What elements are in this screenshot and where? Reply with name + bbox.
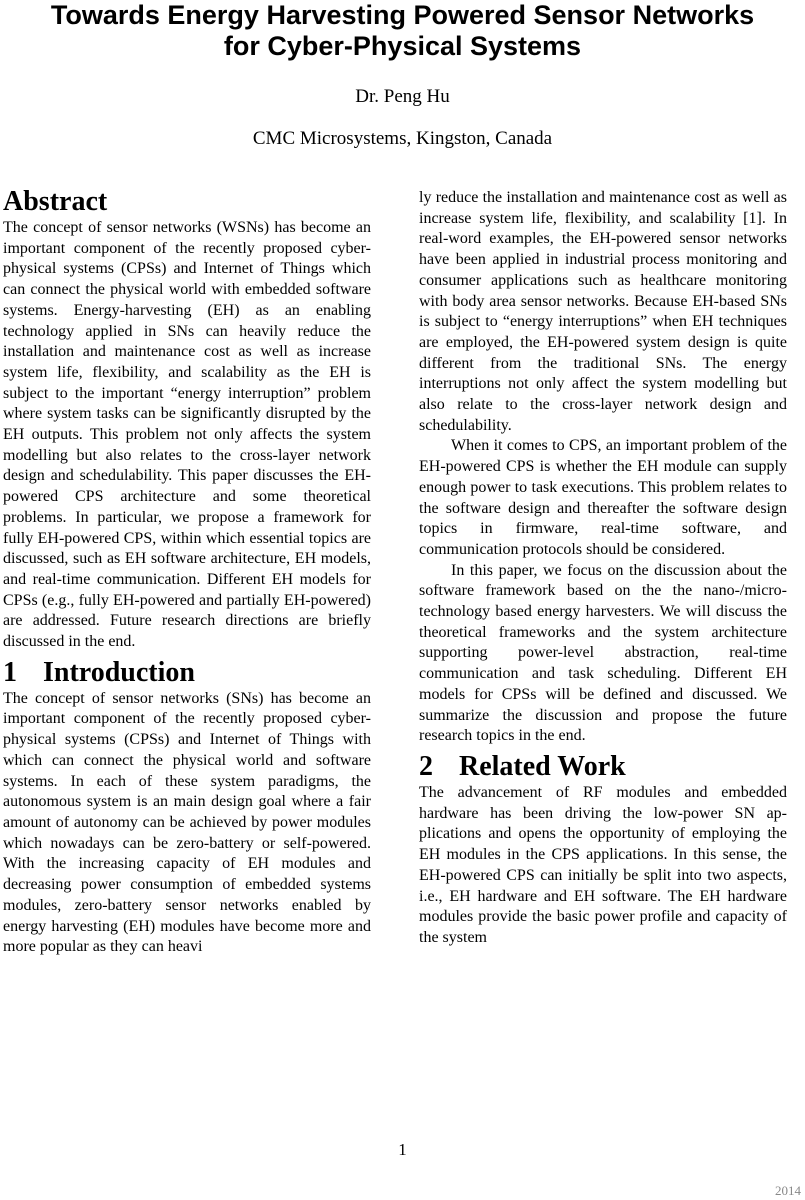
right-column: [419, 188, 787, 949]
introduction-paragraph-1-part-1: The concept of sensor networks (SNs) has become an important component of the recently proposed cyber-physical systems (CPSs) and Internet of Things with which can connect the physical world and software systems. In each of these system paradigms, the autonomous system is an main design goal where a fair amount of autonomy can be achieved by power modules which nowadays can be zero-battery or self-powered. With the increasing capacity of EH modules and decreasing power consumption of embedded systems modules, zero-battery sensor networks enabled by energy harvesting (EH) modules have become more and more popular as they can heavi: [3, 689, 371, 956]
left-column: [3, 186, 371, 958]
abstract-heading: Abstract: [3, 186, 108, 217]
year-watermark: 2014: [775, 1183, 801, 1198]
section-title: Introduction: [43, 656, 195, 688]
related-work-heading: [419, 751, 787, 783]
author-name: Dr. Peng Hu: [355, 86, 450, 107]
introduction-heading: [3, 657, 371, 689]
introduction-paragraph-1-part-2: ly reduce the installation and maintenance cost as well as increase system life, flexibility, and scalability [1]. In real-word examples, the EH-powered sensor networks have been applied in industrial process monitoring and consumer applications such as healthcare monitoring with body area sensor networks. Because EH-based SNs is subject to “energy interruptions” when EH techniques are employed, the EH-powered system design is quite different from the traditional SNs. The energy interruptions not only affect the system modelling but also relate to the cross-layer network design and schedulability.: [419, 189, 787, 434]
paper-title: [0, 0, 805, 62]
related-work-paragraph-1: The advancement of RF modules and embedded hardware has been driving the low-power SN applications and opens the opportunity of employing the EH modules in the CPS applications. In this sense, the EH-powered CPS can initially be split into two aspects, i.e., EH hardware and EH software. The EH hardware modules provide the basic power profile and capacity of the system: [419, 783, 787, 946]
abstract-text: The concept of sensor networks (WSNs) has become an important component of the recently proposed cyber-physical systems (CPSs) and Internet of Things which can connect the physical world with embedded software systems. Energy-harvesting (EH) as an enabling technology applied in SNs can heavily reduce the installation and maintenance cost as well as increase system life, flexibility, and scalability as the EH is subject to the important “energy interruption” problem where system tasks can be significantly disrupted by the EH outputs. This problem not only affects the system modelling but also relates to the cross-layer network design and schedulability. This paper discusses the EH-powered CPS architecture and some theoretical problems. In particular, we propose a framework for fully EH-powered CPS, within which essential topics are discussed, such as EH software architecture, EH models, and real-time communication. Different EH models for CPSs (e.g., fully EH-powered and partially EH-powered) are addressed. Future research directions are briefly discussed in the end.: [3, 219, 371, 651]
introduction-paragraph-2: When it comes to CPS, an important problem of the EH-powered CPS is whether the EH module can supply enough power to task executions. This problem relates to the software design and thereafter the software design topics in firmware, real-time software, and communication protocols should be considered.: [419, 437, 787, 558]
section-title: Related Work: [459, 750, 626, 782]
author-affiliation: CMC Microsystems, Kingston, Canada: [252, 128, 553, 149]
paper-title-line-2: for Cyber-Physical Systems: [223, 31, 582, 61]
section-number: 2: [419, 750, 433, 782]
page-number: 1: [398, 1140, 407, 1159]
section-number: 1: [3, 656, 17, 688]
paper-title-line-1: Towards Energy Harvesting Powered Sensor Networks: [50, 0, 755, 30]
introduction-paragraph-3: In this paper, we focus on the discussion about the software framework based on the the nano-/micro-technology based energy harvesters. We will discuss the theoretical frameworks and the system architecture supporting power-level abstraction, real-time communication and task scheduling. Different EH models for CPSs will be defined and discussed. We summarize the discussion and propose the future research topics in the end.: [419, 561, 787, 745]
